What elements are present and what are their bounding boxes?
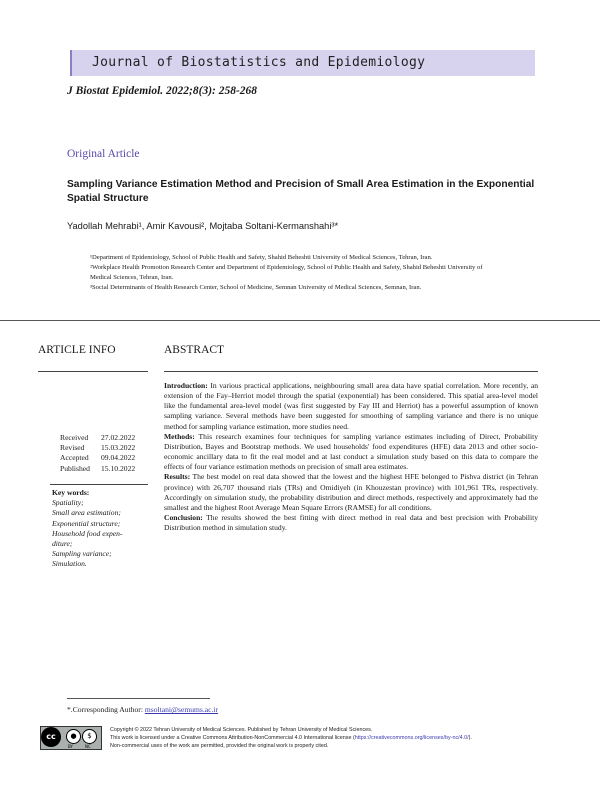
- abstract-introduction: Introduction: In various practical applications, neighbouring small area data have spatial correlation. More recently, an extension of the Fay–Herriot model through the spatial (exponential) has been considered. This spatial area-level model like the fundamental area-level model (was first suggested by Fay III and Herriot) has a powerful assumption of known sampling variance. Several methods have been suggested for smoothing of sampling variance and there is no unique method for sampling variance estimation, more studies need.: [164, 381, 538, 431]
- affiliation-2-cont: Medical Sciences, Tehran, Iran.: [90, 274, 174, 281]
- creative-commons-icon: cc: [41, 727, 61, 747]
- keyword: Small area estimation;: [52, 508, 121, 518]
- abstract-rule: [164, 371, 538, 372]
- date-accepted: Accepted 09.04.2022: [60, 453, 136, 463]
- article-dates: [60, 433, 135, 474]
- abstract-conclusion: Conclusion: The results showed the best fitting with direct method in real data and best precision with Probability Distribution method in simulation study.: [164, 513, 538, 533]
- article-type: Original Article: [67, 148, 140, 160]
- keyword: Exponential structure;: [52, 518, 121, 528]
- date-received: Received 27.02.2022: [60, 433, 136, 442]
- keywords-rule: [50, 484, 148, 485]
- abstract-body: [164, 381, 538, 533]
- keyword: Household food expen-: [52, 528, 123, 538]
- license-text: [110, 727, 542, 750]
- affiliation-3: ³Social Determinants of Health Research Center, School of Medicine, Semnan University of Medical Sciences, Semnan, Iran.: [90, 284, 422, 291]
- corresponding-author: *.Corresponding Author: msoltani@semums.ac.ir: [67, 705, 219, 714]
- noncommercial-icon: $: [82, 729, 97, 744]
- license-link[interactable]: https://creativecommons.org/licenses/by-nc/4.0/: [354, 734, 469, 741]
- keyword: Sampling variance;: [52, 549, 112, 559]
- affiliation-1: ¹Department of Epidemiology, School of Public Health and Safety, Shahid Beheshti University of Medical Sciences, Tehran, Iran.: [90, 254, 433, 261]
- citation: J Biostat Epidemiol. 2022;8(3): 258-268: [67, 85, 258, 97]
- article-info-rule: [38, 371, 148, 372]
- license-line-2: This work is licensed under a Creative Commons Attribution-NonCommercial 4.0 International license (https://creativecommons.org/licenses/by-nc/4.0/).: [110, 734, 472, 741]
- author-email-link[interactable]: msoltani@semums.ac.ir: [144, 705, 219, 714]
- affiliations: [90, 253, 540, 293]
- keywords-title: Key words:: [52, 488, 90, 497]
- authors: Yadollah Mehrabi¹, Amir Kavousi², Mojtaba Soltani-Kermanshahi³*: [67, 221, 339, 231]
- article-info-heading: ARTICLE INFO: [38, 344, 116, 356]
- person-attribution-icon: ●: [66, 729, 81, 744]
- abstract-heading: ABSTRACT: [164, 344, 225, 356]
- cc-by-label: BY: [68, 744, 73, 749]
- date-revised: Revised 15.03.2022: [60, 443, 136, 453]
- article-title: Sampling Variance Estimation Method and Precision of Small Area Estimation in the Exponential Spatial Structure: [67, 179, 535, 204]
- keywords: [52, 488, 152, 570]
- date-published: Published 15.10.2022: [60, 463, 136, 473]
- keyword: diture;: [52, 539, 73, 549]
- cc-nc-label: NC: [85, 744, 91, 749]
- license-line-3: Non-commercial uses of the work are permitted, provided the original work is properly cited.: [110, 742, 329, 749]
- journal-name: Journal of Biostatistics and Epidemiology: [92, 55, 426, 70]
- keyword: Simulation.: [52, 559, 87, 569]
- license-line-1: Copyright © 2022 Tehran University of Medical Sciences. Published by Tehran University of Medical Sciences.: [110, 727, 373, 733]
- abstract-methods: Methods: This research examines four techniques for sampling variance estimates including of Direct, Probability Distribution, Bayes and Bootstrap methods. We used households' food expenditures (HFE) data 2013 and other socio-economic ancillary data to fit the real model and at last conduct a simulation study based on this data to compare the effects of four variance estimation methods on precision of small area estimates.: [164, 431, 538, 472]
- footnote-rule: [67, 698, 210, 699]
- section-divider: [0, 320, 600, 321]
- affiliation-2: ²Workplace Health Promotion Research Center and Department of Epidemiology, School of Public Health and Safety, Shahid Beheshti University of: [90, 264, 483, 271]
- abstract-results: Results: The best model on real data showed that the lowest and the highest HFE belonged to Pishva district (in Tehran province) with 26,707 thousand rials (TRs) and Omidiyeh (in Khouzestan province) with 101,961 TRs, respectively. Accordingly on simulation study, the probability distribution and direct methods, respectively and approximately had the smallest and the highest Root Average Mean Square Errors (RAMSE) for all conditions.: [164, 472, 538, 512]
- keyword: Spatiality;: [52, 498, 84, 508]
